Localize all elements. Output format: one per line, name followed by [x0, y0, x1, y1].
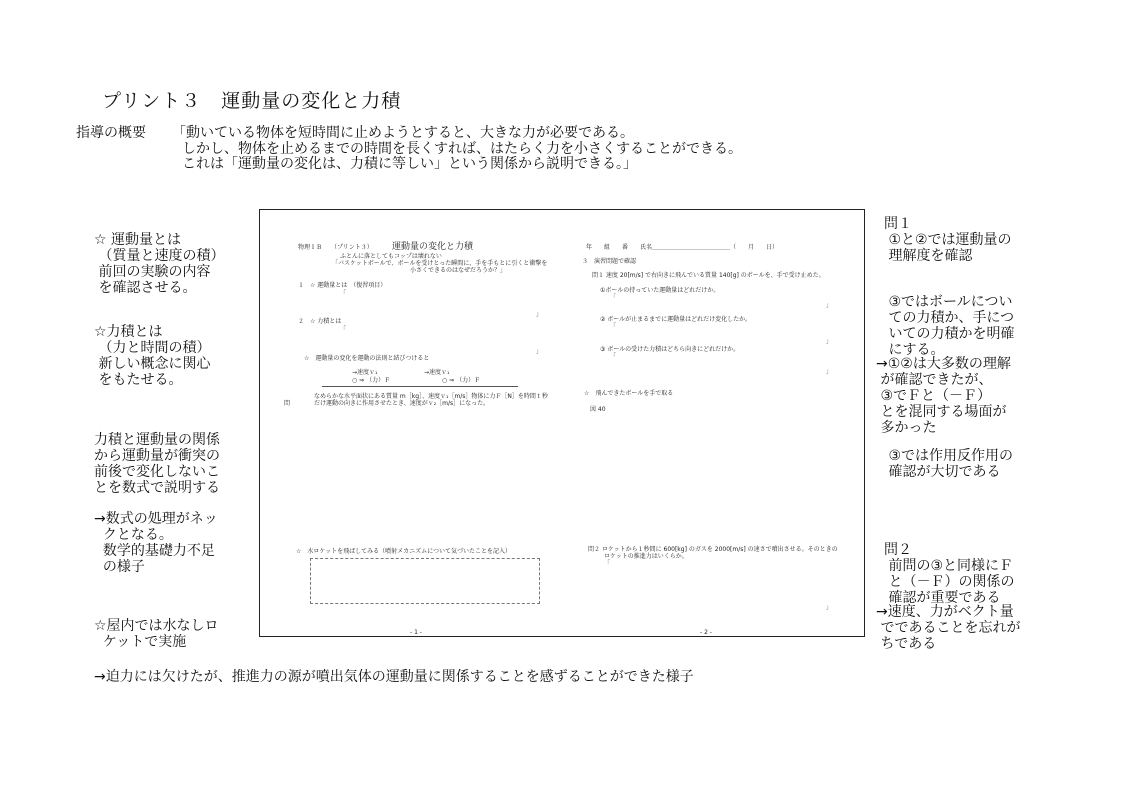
- summary-line-3: これは「運動量の変化は、力積に等しい」という関係から説明できる。」: [182, 156, 637, 172]
- ws-right-header: 年 組 番 氏名＿＿＿＿＿＿＿＿＿＿＿＿＿（ 月 日）: [586, 244, 779, 251]
- ws-r-q1-3-open: 「: [610, 353, 617, 360]
- ws-problem-label: 問: [284, 400, 291, 407]
- right-note-vector: →速度、力がベクト量 でであることを忘れが ちである: [876, 604, 1021, 652]
- summary-label: 指導の概要: [76, 125, 146, 141]
- ws-r-q1-1-open: 「: [610, 294, 617, 301]
- left-note-math: →数式の処理がネッ クとなる。 数学的基礎力不足 の様子: [94, 511, 218, 575]
- ws-v1: →速度ｖ₁: [352, 369, 378, 376]
- ws-r-q1-2: ② ボールが止まるまでに運動量はどれだけ変化したか。: [600, 316, 752, 323]
- right-note-result: →①②は大多数の理解 が確認できたが、 ③でＦと（－Ｆ） とを混同する場面が 多かった: [876, 356, 1011, 436]
- ws-intro-3: 小さくできるのはなぜだろうか？」: [410, 267, 507, 274]
- ws-section-3: ３ 演習問題で確認: [582, 258, 637, 265]
- ws-r-q2-close: 」: [826, 604, 833, 611]
- ws-page-num-2: - 2 -: [700, 629, 712, 636]
- ws-problem-line-2: だけ運動の向きに作用させたとき、速度がｖ₂［m/s］になった。: [314, 400, 490, 407]
- ws-catch: ☆ 飛んできたボールを手で取る: [584, 390, 674, 397]
- ws-r-q2-line-2: ロケットの推進力はいくらか。: [604, 553, 688, 560]
- ws-r-q1-3: ③ ボールの受けた力積はどちら向きにどれだけか。: [600, 346, 740, 353]
- right-note-q1: 問１ ①と②では運動量の 理解度を確認: [884, 216, 1012, 264]
- left-note-relation: 力積と運動量の関係 から運動量が衝突の 前後で変化しないこ とを数式で説明する: [94, 432, 220, 496]
- ws-left-title: 運動量の変化と力積: [392, 242, 474, 252]
- ws-r-q1-2-open: 「: [610, 323, 617, 330]
- ws-force-2: ○ ⇒ （力）Ｆ: [442, 377, 481, 384]
- summary-line-1: 「動いている物体を短時間に止めようとすると、大きな力が必要である。: [172, 125, 634, 141]
- left-note-indoor: ☆屋内では水なしロ ケットで実施: [94, 618, 219, 650]
- page-title: プリント３ 運動量の変化と力積: [102, 90, 402, 112]
- right-note-q2: 問２ 前問の③と同様にＦ と（－Ｆ）の関係の 確認が重要である: [884, 542, 1015, 606]
- ws-r-q1-2-close: 」: [826, 338, 833, 345]
- ws-q1: １ ☆ 運動量とは （復習項目）: [298, 282, 387, 289]
- right-note-action-reaction: ③では作用反作用の 確認が大切である: [888, 448, 1014, 480]
- right-note-q1-3: ③ではボールについ ての力積か、手につ いての力積かを明確 にする。: [888, 294, 1015, 358]
- ws-r-q1-1-close: 」: [826, 302, 833, 309]
- ws-q2-close: 」: [536, 348, 543, 355]
- ws-figure: 図 40: [590, 406, 606, 413]
- ws-intro-2: 「バスケットボールで、ボールを受けとった瞬間に、手を手もとに引くと衝撃を: [332, 260, 548, 267]
- ws-page-num-1: - 1 -: [410, 629, 422, 636]
- ws-r-q1-3-close: 」: [826, 368, 833, 375]
- ws-floor-line: [322, 386, 518, 387]
- ws-force-1: ○ ⇒ （力）Ｆ: [352, 377, 391, 384]
- ws-r-q2-line-1: 問２ ロケットから１秒間に 600[kg] のガスを 2000[m/s] の速さで噴出させる。そのときの: [588, 546, 838, 553]
- ws-q1-bracket: 「: [340, 290, 347, 297]
- ws-v2: →速度ｖ₁: [424, 369, 450, 376]
- ws-rocket-answer-box: [310, 558, 540, 604]
- footer-note: →迫力には欠けたが、推進力の源が噴出気体の運動量に関係することを感ずることができた様子: [94, 669, 694, 685]
- ws-r-q1: 問１ 速度 20[m/s] で右向きに飛んでいる質量 140[g] のボールを、手で受け止めた。: [592, 272, 825, 279]
- ws-q2-bracket: 「: [340, 326, 347, 333]
- ws-r-q1-1: ①ボールの持っていた運動量はどれだけか。: [600, 287, 720, 294]
- ws-left-header: 物理ＩＢ （プリント３）: [298, 244, 373, 251]
- ws-law: ☆ 運動量の変化を運動の法則と結びつけると: [304, 355, 430, 362]
- left-note-impulse: ☆力積とは （力と時間の積） 新しい概念に関心 をもたせる。: [94, 324, 211, 388]
- left-note-momentum: ☆ 運動量とは （質量と速度の積） 前回の実験の内容 を確認させる。: [94, 232, 225, 296]
- ws-r-q2-open: 「: [604, 560, 611, 567]
- ws-problem-line-1: なめらかな水平面状にある質量 m［kg］、速度ｖ₁［m/s］物体に力Ｆ［N］を時間ｔ秒: [314, 393, 548, 400]
- ws-intro-1: ふとんに落としてもコップは壊れない: [340, 253, 442, 260]
- summary-line-2: しかし、物体を止めるまでの時間を長くすれば、はたらく力を小さくすることができる。: [182, 141, 742, 157]
- ws-rocket: ☆ 水ロケットを飛ばしてみる（噴射メカニズムについて気づいたことを記入）: [296, 548, 511, 555]
- ws-q2: ２ ☆ 力積とは: [298, 318, 342, 325]
- worksheet-image: [259, 209, 865, 637]
- ws-q1-close: 」: [536, 311, 543, 318]
